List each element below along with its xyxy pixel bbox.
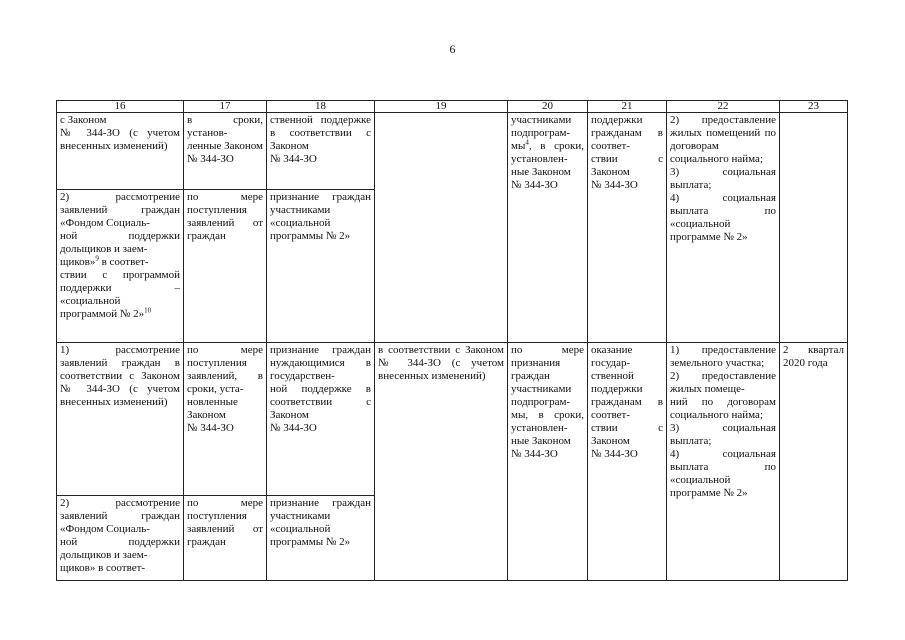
- column-number: 19: [375, 101, 508, 113]
- cell-deadline: по мере поступления заявлений, в сроки, уста- новленные Законом № 344-ЗО: [184, 343, 267, 496]
- cell-term: 2 квартал 2020 года: [780, 343, 848, 581]
- cell-term-empty: [780, 113, 848, 343]
- cell-deadline: в сроки, установ- ленные Законом № 344-ЗО: [184, 113, 267, 190]
- cell-text: , в сроки, установлен- ные Законом № 344-ЗО: [511, 140, 584, 191]
- cell-support: оказание государ- ственной поддержки гражданам в соответ- ствии с Законом № 344-ЗО: [588, 343, 667, 581]
- column-number-row: [57, 101, 848, 113]
- cell-measure: 1) рассмотрение заявлений граждан в соответствии с Законом № 344-ЗО (с учетом внесенных изменений): [57, 343, 184, 496]
- column-number: 18: [267, 101, 375, 113]
- table-row: [57, 343, 848, 496]
- cell-text: 2) рассмотрение заявлений граждан «Фондом Социаль- ной поддержки дольщиков и заем- щиков»: [60, 191, 180, 268]
- cell-result: признание граждан участниками «социальной программы № 2»: [267, 190, 375, 343]
- column-number: 23: [780, 101, 848, 113]
- cell-text: участниками подпрограм- мы: [511, 114, 572, 152]
- cell-basis-empty: [375, 113, 508, 343]
- cell-result: признание граждан участниками «социальной программы № 2»: [267, 496, 375, 581]
- column-number: 16: [57, 101, 184, 113]
- cell-support-forms: 2) предоставление жилых помещений по договорам социального найма; 3) социальная выплата; 4) социальная выплата по «социальной программе № 2»: [667, 113, 780, 343]
- column-number: 21: [588, 101, 667, 113]
- cell-result: признание граждан нуждающимися в государствен- ной поддержке в соответствии с Законом № 344-ЗО: [267, 343, 375, 496]
- cell-support-forms: 1) предоставление земельного участка; 2) предоставление жилых помеще- ний по договорам социального найма; 3) социальная выплата; 4) социальная выплата по «социальной программе № 2»: [667, 343, 780, 581]
- cell-measure: с Законом № 344-ЗО (с учетом внесенных изменений): [57, 113, 184, 190]
- cell-deadline: по мере поступления заявлений от граждан: [184, 496, 267, 581]
- cell-support: поддержки гражданам в соответ- ствии с Законом № 344-ЗО: [588, 113, 667, 343]
- cell-result: ственной поддержке в соответствии с Законом № 344-ЗО: [267, 113, 375, 190]
- cell-recognition: по мере признания граждан участниками подпрограм- мы, в сроки, установлен- ные Законом № 344-ЗО: [508, 343, 588, 581]
- column-number: 20: [508, 101, 588, 113]
- cell-basis: в соответствии с Законом № 344-ЗО (с учетом внесенных изменений): [375, 343, 508, 581]
- table-row: [57, 113, 848, 190]
- footnote-ref: 4: [525, 138, 529, 147]
- cell-text: в соответ- ствии с программой поддержки – «социальной программой № 2»: [60, 256, 180, 320]
- footnote-ref: 9: [95, 254, 99, 263]
- column-number: 17: [184, 101, 267, 113]
- cell-measure: 2) рассмотрение заявлений граждан «Фондом Социаль- ной поддержки дольщиков и заем- щиков» в соответ-: [57, 496, 184, 581]
- page-number: 6: [449, 42, 456, 56]
- footnote-ref: 10: [144, 306, 152, 315]
- column-number: 22: [667, 101, 780, 113]
- cell-measure: [57, 190, 184, 343]
- measures-table: [56, 100, 848, 581]
- cell-deadline: по мере поступления заявлений от граждан: [184, 190, 267, 343]
- cell-recognition: [508, 113, 588, 343]
